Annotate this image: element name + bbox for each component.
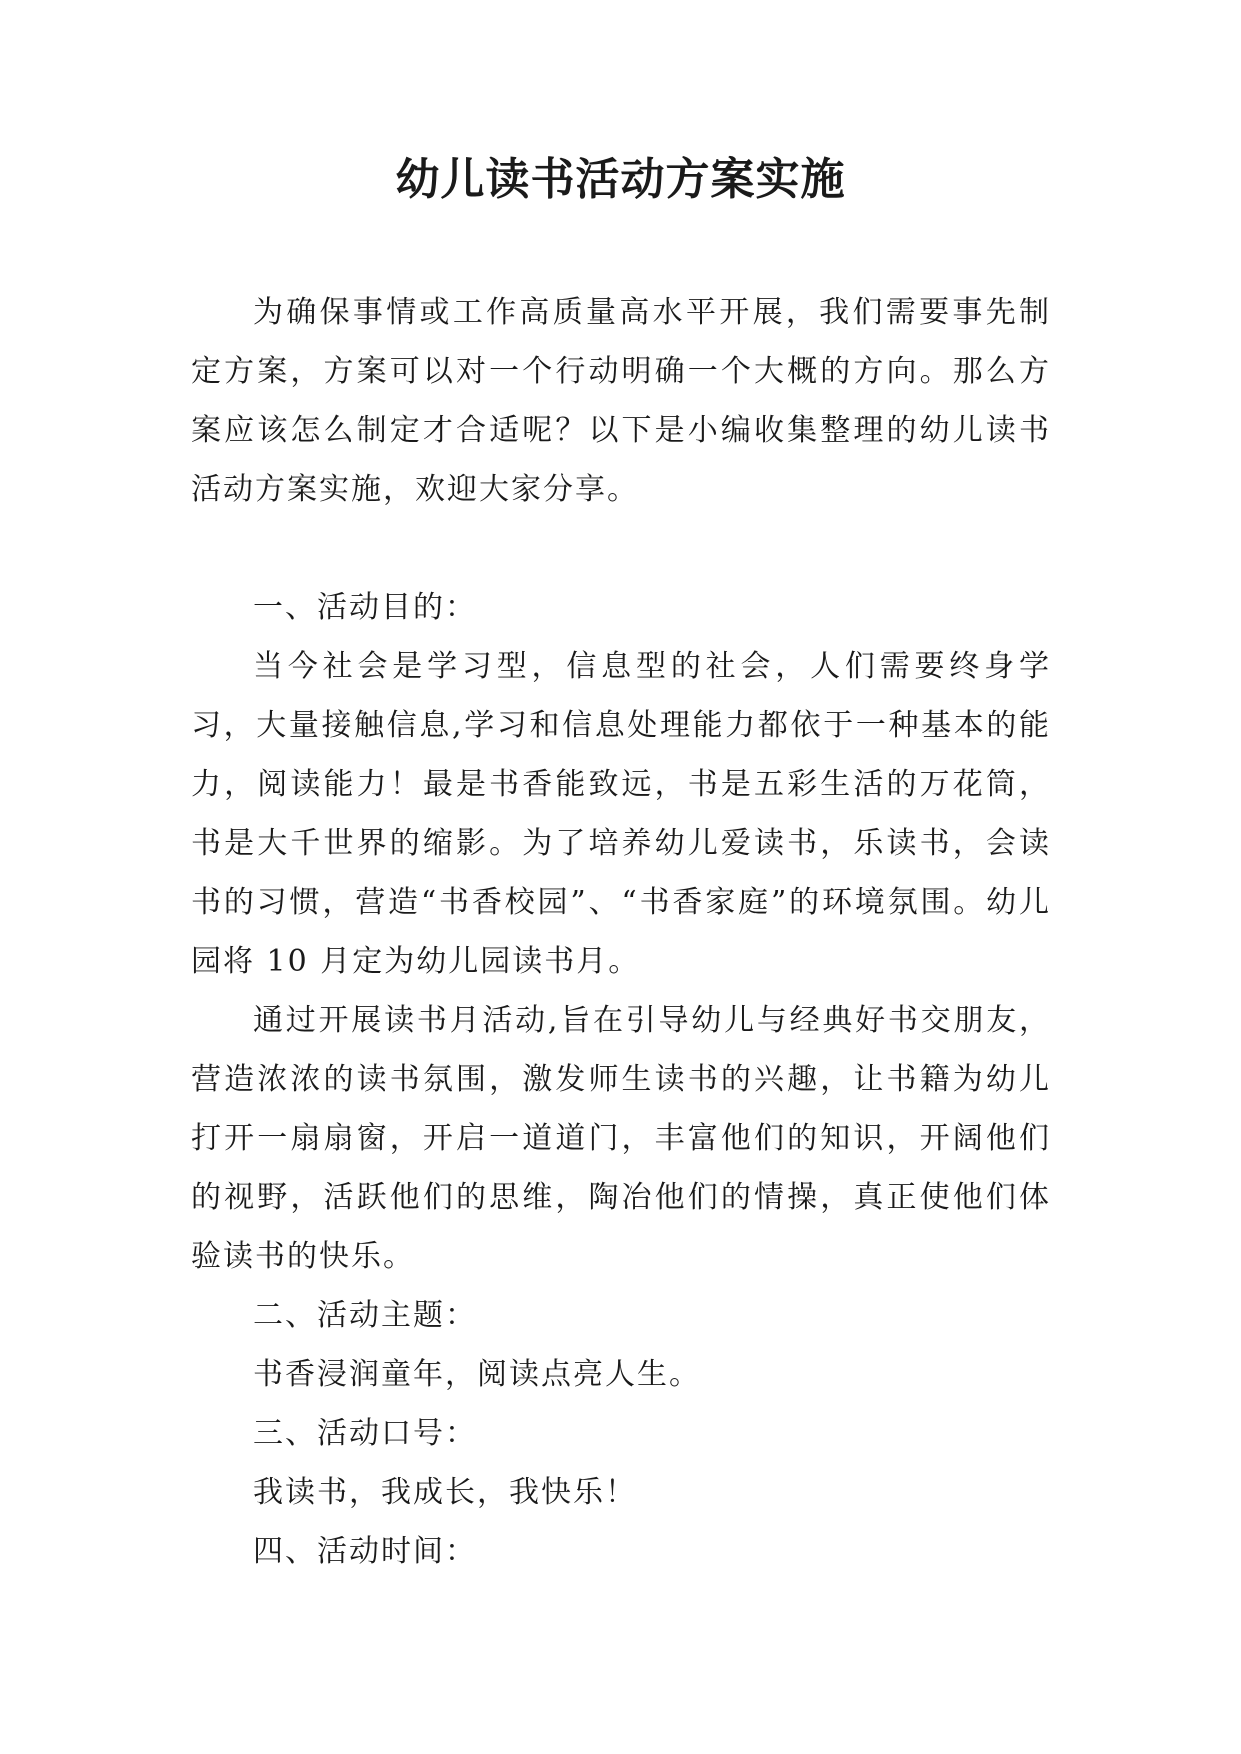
section-heading-time: 四、活动时间： — [253, 1534, 477, 1569]
theme-text: 书香浸润童年，阅读点亮人生。 — [253, 1357, 701, 1392]
document-title: 幼儿读书活动方案实施 — [395, 154, 846, 205]
slogan-text: 我读书，我成长，我快乐！ — [253, 1475, 637, 1510]
paragraph-spacer — [191, 519, 1051, 578]
section-heading-purpose: 一、活动目的： — [253, 590, 477, 625]
section-heading-slogan: 三、活动口号： — [253, 1416, 477, 1451]
intro-paragraph: 为确保事情或工作高质量高水平开展，我们需要事先制定方案，方案可以对一个行动明确一个大概的方向。那么方案应该怎么制定才合适呢？以下是小编收集整理的幼儿读书活动方案实施，欢迎大家分享。 — [191, 295, 1051, 507]
section-heading-theme: 二、活动主题： — [253, 1298, 477, 1333]
purpose-paragraph-1: 当今社会是学习型，信息型的社会，人们需要终身学习，大量接触信息,学习和信息处理能力都依于一种基本的能力，阅读能力！最是书香能致远，书是五彩生活的万花筒，书是大千世界的缩影。为了培养幼儿爱读书，乐读书，会读书的习惯，营造“书香校园”、“书香家庭”的环境氛围。幼儿园将 10 月定为幼儿园读书月。 — [191, 649, 1051, 979]
document-body — [191, 283, 1051, 1581]
purpose-paragraph-2: 通过开展读书月活动,旨在引导幼儿与经典好书交朋友，营造浓浓的读书氛围，激发师生读书的兴趣，让书籍为幼儿打开一扇扇窗，开启一道道门，丰富他们的知识，开阔他们的视野，活跃他们的思维，陶冶他们的情操，真正使他们体验读书的快乐。 — [191, 1003, 1051, 1274]
